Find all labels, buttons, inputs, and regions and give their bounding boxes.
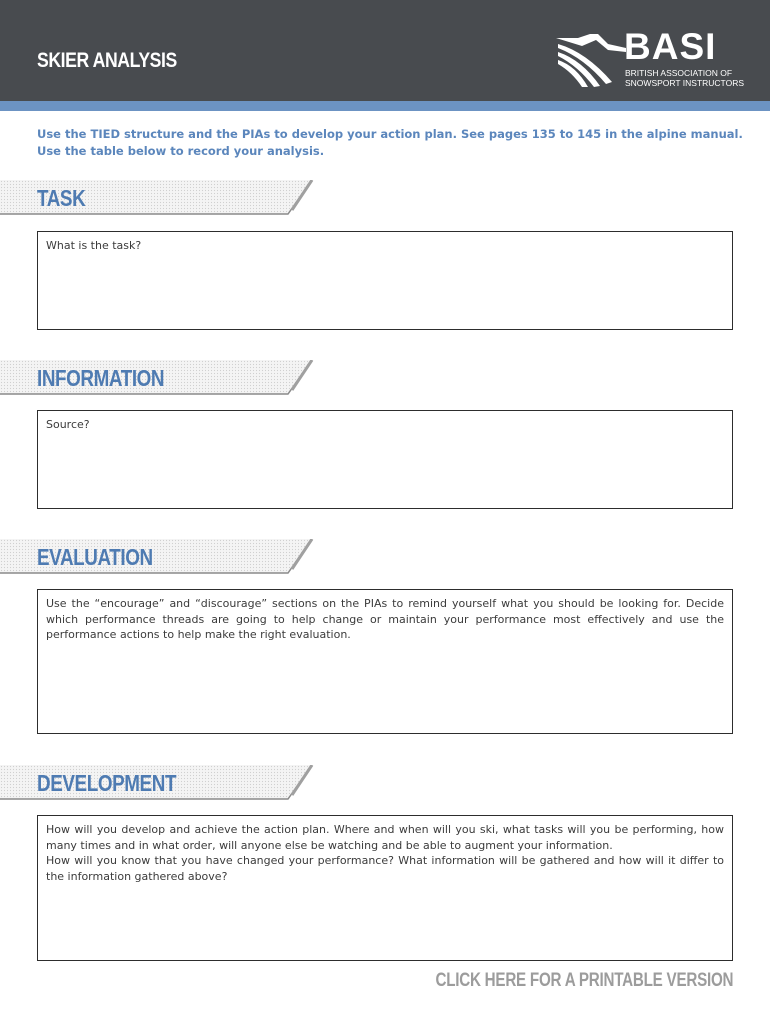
printable-version-link[interactable]: CLICK HERE FOR A PRINTABLE VERSION [435,970,733,991]
evaluation-prompt: Use the “encourage” and “discourage” sections on the PIAs to remind yourself what you should be looking for. Decide which performance threads are going to help change or maintain your performance most effectively and use the performance actions to help make the right evaluation. [46,597,724,641]
section-title-information: INFORMATION [37,365,165,391]
logo-subtitle: BRITISH ASSOCIATION OF SNOWSPORT INSTRUCTORS [625,68,745,88]
task-prompt: What is the task? [46,239,142,252]
section-banner-information [0,360,320,400]
section-title-task: TASK [37,185,86,211]
intro-line-1: Use the TIED structure and the PIAs to develop your action plan. See pages 135 to 145 in the alpine manual. [37,127,743,141]
section-title-evaluation: EVALUATION [37,544,153,570]
mountain-logo-icon [556,34,626,90]
information-input-box[interactable] [37,410,733,509]
section-title-development: DEVELOPMENT [37,770,177,796]
basi-logo [556,26,745,90]
intro-instructions [37,126,743,160]
section-banner-development [0,765,320,805]
development-input-box[interactable] [37,815,733,961]
header-bar [0,0,770,101]
task-input-box[interactable] [37,231,733,330]
development-prompt-line-1: How will you develop and achieve the action plan. Where and when will you ski, what tasks will you be performing, how many times and in what order, will anyone else be watching and be able to augment your information. [46,823,724,852]
logo-wordmark: BASI [624,26,717,67]
development-prompt [46,822,724,884]
page-title: SKIER ANALYSIS [37,49,177,72]
section-banner-evaluation [0,539,320,579]
information-prompt: Source? [46,418,90,431]
section-banner-task [0,180,320,220]
evaluation-input-box[interactable] [37,589,733,734]
development-prompt-line-2: How will you know that you have changed your performance? What information will be gathered and how will it differ to the information gathered above? [46,854,724,883]
header-stripe [0,101,770,111]
intro-line-2: Use the table below to record your analysis. [37,144,325,158]
